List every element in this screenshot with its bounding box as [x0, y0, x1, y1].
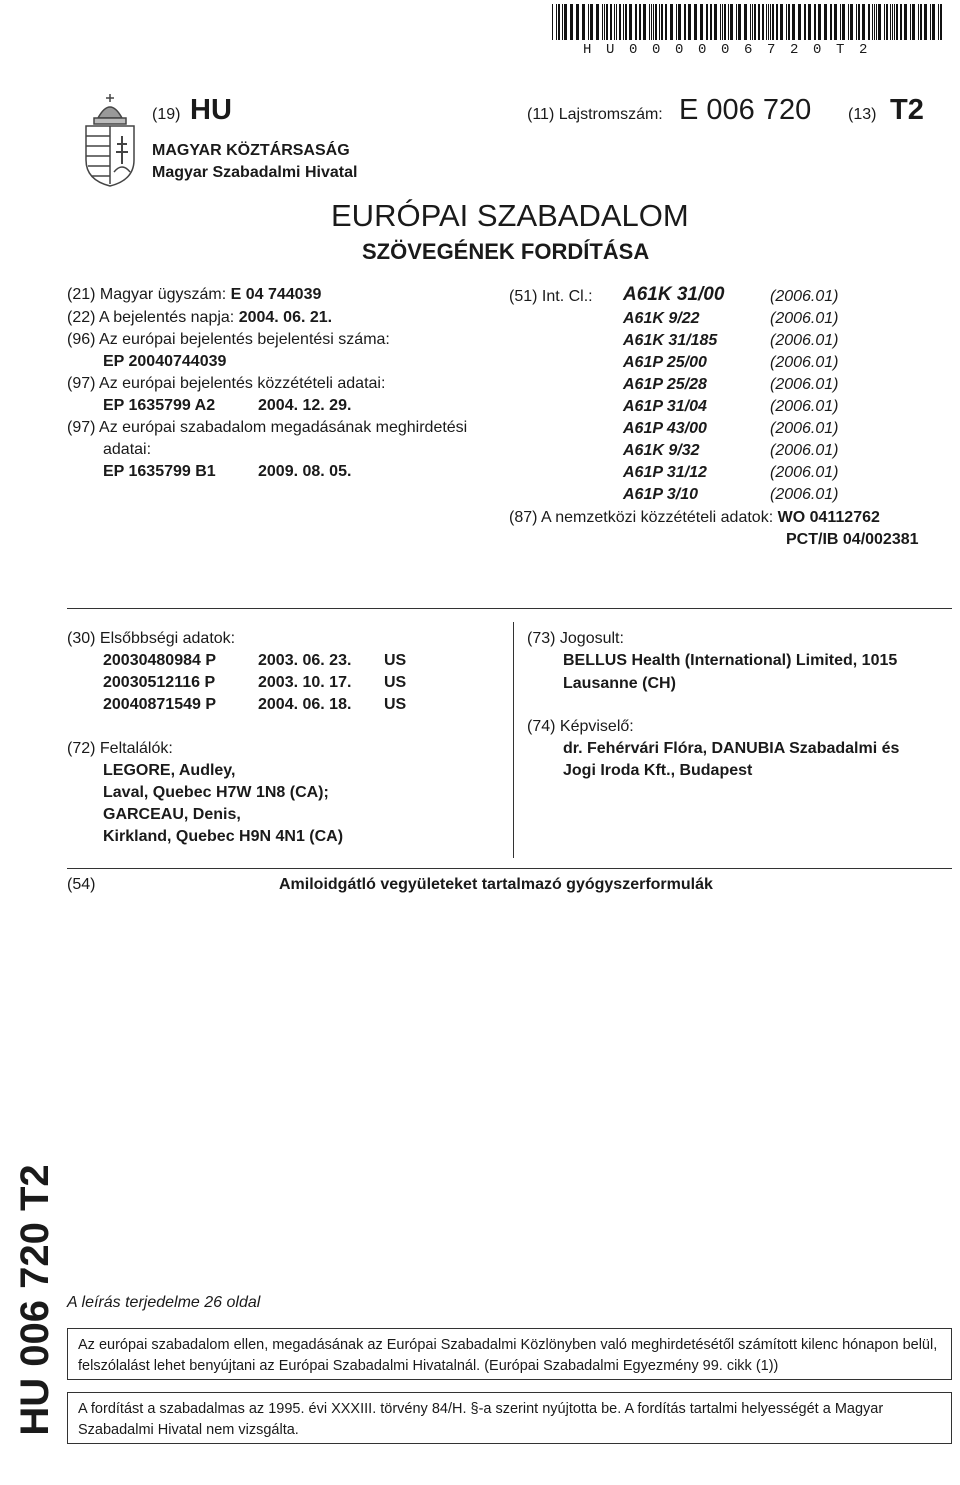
kind-code: T2 — [890, 94, 924, 126]
ipc-version: (2006.01) — [770, 332, 839, 349]
ipc-version: (2006.01) — [770, 376, 839, 393]
field-19-prefix: (19) — [152, 106, 181, 123]
agent-line-1: dr. Fehérvári Flóra, DANUBIA Szabadalmi és — [563, 740, 900, 757]
inventor-line: Laval, Quebec H7W 1N8 (CA); — [103, 784, 329, 801]
office-line-2: Magyar Szabadalmi Hivatal — [152, 164, 358, 181]
ipc-code: A61P 25/00 — [623, 354, 707, 371]
barcode-text: HU000006720T2 — [583, 42, 883, 58]
field-22-value: 2004. 06. 21. — [238, 309, 333, 326]
field-72-label: (72) Feltalálók: — [67, 740, 173, 757]
divider-vertical — [513, 622, 514, 858]
divider-top — [67, 608, 952, 609]
ipc-version: (2006.01) — [770, 486, 839, 503]
ipc-version: (2006.01) — [770, 420, 839, 437]
ipc-code: A61P 31/12 — [623, 464, 707, 481]
ipc-version: (2006.01) — [770, 288, 839, 305]
field-96-value: EP 20040744039 — [103, 353, 227, 370]
field-97b-date: 2009. 08. 05. — [258, 463, 352, 480]
ipc-version: (2006.01) — [770, 442, 839, 459]
field-97a-date: 2004. 12. 29. — [258, 397, 352, 414]
agent-line-2 — [563, 760, 752, 782]
document-subtitle: SZÖVEGÉNEK FORDÍTÁSA — [362, 239, 650, 264]
holder-line-1: BELLUS Health (International) Limited, 1015 — [563, 652, 898, 669]
office-line-1: MAGYAR KÖZTÁRSASÁG — [152, 142, 350, 159]
document-title: EURÓPAI SZABADALOM — [331, 198, 689, 233]
registration-number: E 006 720 — [679, 94, 812, 126]
field-13-prefix: (13) — [848, 106, 877, 123]
priority-date: 2003. 06. 23. — [258, 652, 352, 669]
field-97b-label-1: (97) Az európai szabadalom megadásának meghirdetési — [67, 419, 468, 436]
field-87 — [509, 507, 880, 529]
field-11-prefix: (11) Lajstromszám: — [527, 106, 663, 123]
field-87-value-1: WO 04112762 — [777, 509, 880, 526]
field-97b-number: EP 1635799 B1 — [103, 463, 216, 480]
inventor-line: Kirkland, Quebec H9N 4N1 (CA) — [103, 828, 344, 845]
field-87-label: (87) A nemzetközi közzétételi adatok: — [509, 509, 774, 526]
priority-country: US — [384, 652, 407, 669]
inventor-line: GARCEAU, Denis, — [103, 806, 241, 823]
field-96-label: (96) Az európai bejelentés bejelentési száma: — [67, 331, 390, 348]
holder-line-2: Lausanne (CH) — [563, 675, 676, 692]
field-21 — [67, 284, 321, 306]
field-30-label: (30) Elsőbbségi adatok: — [67, 630, 236, 647]
agent-line-2-rest: , Budapest — [670, 762, 753, 779]
agent-line-2-bold: Jogi Iroda Kft. — [563, 762, 671, 779]
ipc-code: A61P 43/00 — [623, 420, 707, 437]
priority-num: 20040871549 P — [103, 696, 216, 713]
ipc-version: (2006.01) — [770, 354, 839, 371]
field-97b-label-2: adatai: — [103, 441, 152, 458]
ipc-version: (2006.01) — [770, 398, 839, 415]
translation-notice: A fordítást a szabadalmas az 1995. évi XXXIII. törvény 84/H. §-a szerint nyújtotta be. A fordítás tartalmi helyességét a Magyar Szabadalmi Hivatal nem vizsgálta. — [67, 1392, 952, 1444]
field-73-label: (73) Jogosult: — [527, 630, 624, 647]
ipc-code: A61K 31/00 — [623, 284, 725, 305]
ipc-code: A61P 3/10 — [623, 486, 699, 503]
priority-country: US — [384, 696, 407, 713]
ipc-code: A61P 31/04 — [623, 398, 707, 415]
priority-date: 2004. 06. 18. — [258, 696, 352, 713]
priority-num: 20030480984 P — [103, 652, 216, 669]
field-22 — [67, 307, 332, 329]
ipc-version: (2006.01) — [770, 310, 839, 327]
ipc-code: A61K 9/32 — [623, 442, 700, 459]
ipc-code: A61K 9/22 — [623, 310, 700, 327]
vertical-document-id: HU 006 720 T2 — [13, 1164, 57, 1436]
opposition-notice: Az európai szabadalom ellen, megadásának az Európai Szabadalmi Közlönyben való meghirdetésétől számított kilenc hónapon belül, felszólalást lehet benyújtani az Európai Szabadalmi Hivatalnál. (Európai Szabadalmi Egyezmény 99. cikk (1)) — [67, 1328, 952, 1380]
field-97a-label: (97) Az európai bejelentés közzétételi adatai: — [67, 375, 386, 392]
priority-num: 20030512116 P — [103, 674, 216, 691]
field-74-label: (74) Képviselő: — [527, 718, 634, 735]
barcode-image — [552, 4, 946, 40]
page-count-note: A leírás terjedelme 26 oldal — [67, 1294, 261, 1311]
divider-bottom — [67, 868, 952, 869]
field-21-value: E 04 744039 — [230, 286, 322, 303]
priority-date: 2003. 10. 17. — [258, 674, 352, 691]
ipc-version: (2006.01) — [770, 464, 839, 481]
field-22-label: (22) A bejelentés napja: — [67, 309, 235, 326]
ipc-code: A61K 31/185 — [623, 332, 718, 349]
field-21-label: (21) Magyar ügyszám: — [67, 286, 227, 303]
field-54-label: (54) — [67, 876, 96, 893]
coat-of-arms-emblem — [80, 92, 140, 188]
country-code: HU — [190, 94, 232, 126]
field-51-label: (51) Int. Cl.: — [509, 288, 593, 305]
ipc-code: A61P 25/28 — [623, 376, 707, 393]
priority-country: US — [384, 674, 407, 691]
field-97a-number: EP 1635799 A2 — [103, 397, 216, 414]
inventor-line: LEGORE, Audley, — [103, 762, 236, 779]
invention-title: Amiloidgátló vegyületeket tartalmazó gyógyszerformulák — [279, 876, 713, 893]
field-87-value-2: PCT/IB 04/002381 — [786, 531, 919, 548]
